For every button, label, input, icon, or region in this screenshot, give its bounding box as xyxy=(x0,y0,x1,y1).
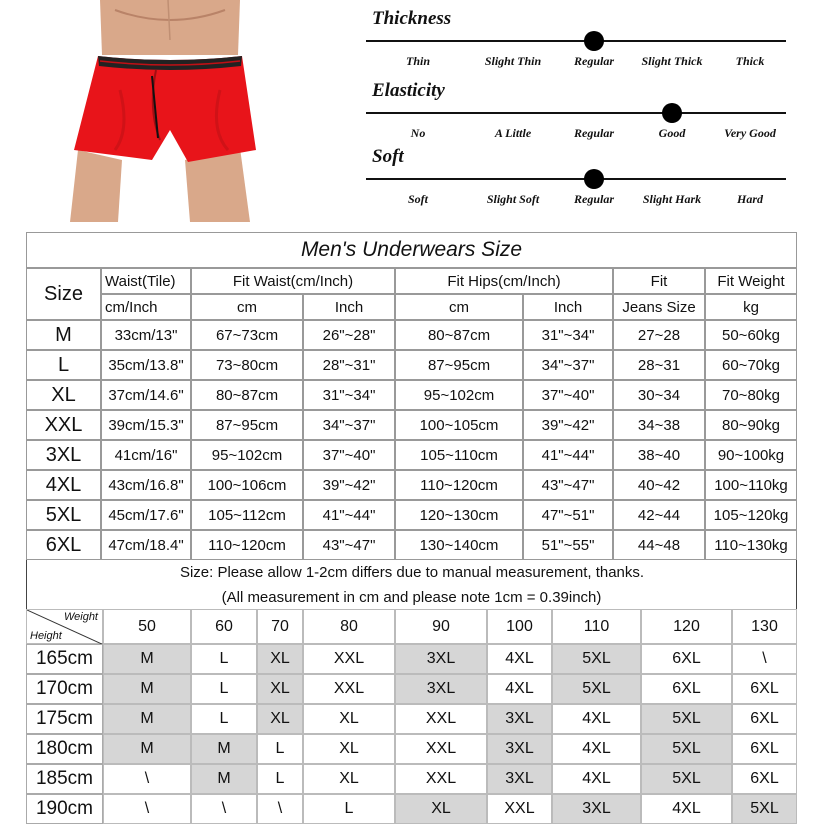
fit-weight-kg-header: kg xyxy=(705,294,797,320)
size-recommendation-cell: 6XL xyxy=(641,674,732,704)
table-cell: 110~120cm xyxy=(395,470,523,500)
size-recommendation-cell: XXL xyxy=(303,644,395,674)
weight-header: 100 xyxy=(487,609,552,644)
table-cell: 37"~40" xyxy=(303,440,395,470)
table-cell: 34"~37" xyxy=(303,410,395,440)
size-label: 5XL xyxy=(26,500,101,530)
table-cell: 39"~42" xyxy=(523,410,613,440)
attribute-title: Thickness xyxy=(372,8,452,29)
size-recommendation-cell: 4XL xyxy=(552,734,641,764)
attribute-option-label: Slight Thin xyxy=(484,54,542,68)
size-recommendation-cell: XL xyxy=(303,704,395,734)
height-label: 175cm xyxy=(26,704,103,734)
table-cell: 37cm/14.6" xyxy=(101,380,191,410)
table-cell: 37"~40" xyxy=(523,380,613,410)
size-recommendation-cell: \ xyxy=(103,764,191,794)
size-recommendation-cell: M xyxy=(191,734,257,764)
size-recommendation-cell: M xyxy=(103,704,191,734)
weight-header: 130 xyxy=(732,609,797,644)
table-cell: 73~80cm xyxy=(191,350,303,380)
size-recommendation-cell: XL xyxy=(257,674,303,704)
size-table xyxy=(26,232,797,610)
size-recommendation-cell: L xyxy=(257,764,303,794)
header-corner xyxy=(26,609,103,644)
attribute-option-label: Thin xyxy=(405,54,431,68)
table-cell: 43"~47" xyxy=(303,530,395,560)
attribute-option-label: Slight Thick xyxy=(641,54,703,68)
size-recommendation-cell: XL xyxy=(257,644,303,674)
table-cell: 87~95cm xyxy=(191,410,303,440)
attribute-option-label: Thick xyxy=(735,54,765,68)
attribute-scale-line xyxy=(366,178,786,180)
size-label: XXL xyxy=(26,410,101,440)
table-cell: 35cm/13.8" xyxy=(101,350,191,380)
attribute-option-label: No xyxy=(410,126,426,140)
table-cell: 130~140cm xyxy=(395,530,523,560)
size-recommendation-cell: 5XL xyxy=(641,704,732,734)
size-recommendation-cell: \ xyxy=(257,794,303,824)
size-table-title: Men's Underwears Size xyxy=(26,232,797,268)
size-recommendation-cell: 3XL xyxy=(395,644,487,674)
attribute-option-label: Soft xyxy=(407,192,429,206)
table-cell: 28~31 xyxy=(613,350,705,380)
size-recommendation-cell: 4XL xyxy=(552,764,641,794)
size-recommendation-cell: XXL xyxy=(395,764,487,794)
attribute-option-label: Hard xyxy=(736,192,764,206)
table-cell: 95~102cm xyxy=(191,440,303,470)
size-recommendation-cell: M xyxy=(103,644,191,674)
fit-hips-cm-header: cm xyxy=(395,294,523,320)
attribute-selected-marker xyxy=(584,169,604,189)
table-cell: 95~102cm xyxy=(395,380,523,410)
table-cell: 26"~28" xyxy=(303,320,395,350)
attribute-scale-line xyxy=(366,40,786,42)
table-cell: 41"~44" xyxy=(303,500,395,530)
table-cell: 43cm/16.8" xyxy=(101,470,191,500)
weight-header: 80 xyxy=(303,609,395,644)
attribute-option-label: Slight Soft xyxy=(486,192,540,206)
size-recommendation-cell: 3XL xyxy=(487,764,552,794)
size-recommendation-cell: M xyxy=(191,764,257,794)
table-cell: 38~40 xyxy=(613,440,705,470)
table-cell: 45cm/17.6" xyxy=(101,500,191,530)
weight-header: 110 xyxy=(552,609,641,644)
waist-header: Waist(Tile) xyxy=(101,268,191,294)
table-cell: 47"~51" xyxy=(523,500,613,530)
size-recommendation-cell: L xyxy=(191,704,257,734)
size-label: 3XL xyxy=(26,440,101,470)
size-recommendation-cell: 6XL xyxy=(732,704,797,734)
table-cell: 87~95cm xyxy=(395,350,523,380)
weight-header: 60 xyxy=(191,609,257,644)
size-recommendation-cell: M xyxy=(103,734,191,764)
size-recommendation-cell: XL xyxy=(257,704,303,734)
size-recommendation-cell: XL xyxy=(303,734,395,764)
attribute-selected-marker xyxy=(662,103,682,123)
table-cell: 105~120kg xyxy=(705,500,797,530)
height-axis-label: Height xyxy=(30,630,62,642)
fit-waist-inch-header: Inch xyxy=(303,294,395,320)
table-cell: 27~28 xyxy=(613,320,705,350)
table-cell: 47cm/18.4" xyxy=(101,530,191,560)
height-label: 165cm xyxy=(26,644,103,674)
size-recommendation-cell: 3XL xyxy=(552,794,641,824)
weight-header: 90 xyxy=(395,609,487,644)
table-cell: 51"~55" xyxy=(523,530,613,560)
size-recommendation-cell: XXL xyxy=(395,704,487,734)
size-label: L xyxy=(26,350,101,380)
size-recommendation-cell: 4XL xyxy=(552,704,641,734)
size-recommendation-cell: 6XL xyxy=(732,674,797,704)
table-cell: 30~34 xyxy=(613,380,705,410)
size-label: XL xyxy=(26,380,101,410)
table-cell: 80~87cm xyxy=(395,320,523,350)
table-cell: 60~70kg xyxy=(705,350,797,380)
size-recommendation-cell: 6XL xyxy=(732,764,797,794)
table-cell: 41cm/16" xyxy=(101,440,191,470)
table-cell: 80~90kg xyxy=(705,410,797,440)
size-header: Size xyxy=(26,268,101,320)
size-recommendation-cell: \ xyxy=(103,794,191,824)
size-recommendation-cell: 5XL xyxy=(552,674,641,704)
size-label: 6XL xyxy=(26,530,101,560)
table-cell: 110~120cm xyxy=(191,530,303,560)
table-cell: 67~73cm xyxy=(191,320,303,350)
table-cell: 43"~47" xyxy=(523,470,613,500)
table-cell: 31"~34" xyxy=(523,320,613,350)
size-recommendation-cell: 6XL xyxy=(641,644,732,674)
attribute-option-label: Regular xyxy=(573,192,615,206)
table-cell: 33cm/13" xyxy=(101,320,191,350)
table-cell: 39cm/15.3" xyxy=(101,410,191,440)
jeans-size-header: Jeans Size xyxy=(613,294,705,320)
boxer-briefs-illustration xyxy=(60,0,280,222)
table-cell: 39"~42" xyxy=(303,470,395,500)
table-cell: 44~48 xyxy=(613,530,705,560)
size-recommendation-cell: M xyxy=(103,674,191,704)
size-recommendation-cell: 5XL xyxy=(641,734,732,764)
weight-header: 120 xyxy=(641,609,732,644)
fit-hips-header: Fit Hips(cm/Inch) xyxy=(395,268,613,294)
attribute-title: Elasticity xyxy=(372,80,445,101)
size-recommendation-cell: 4XL xyxy=(487,674,552,704)
weight-axis-label: Weight xyxy=(63,611,98,623)
table-cell: 110~130kg xyxy=(705,530,797,560)
table-cell: 80~87cm xyxy=(191,380,303,410)
table-cell: 70~80kg xyxy=(705,380,797,410)
size-recommendation-cell: XXL xyxy=(303,674,395,704)
height-weight-chart xyxy=(26,609,797,827)
height-label: 190cm xyxy=(26,794,103,824)
size-label: 4XL xyxy=(26,470,101,500)
size-recommendation-cell: XL xyxy=(395,794,487,824)
attribute-option-label: Slight Hark xyxy=(642,192,702,206)
attribute-title: Soft xyxy=(372,146,404,167)
size-recommendation-cell: 6XL xyxy=(732,734,797,764)
size-recommendation-cell: L xyxy=(191,674,257,704)
fit-weight-header: Fit Weight xyxy=(705,268,797,294)
weight-header: 50 xyxy=(103,609,191,644)
waist-unit-header: cm/Inch xyxy=(101,294,191,320)
table-cell: 100~105cm xyxy=(395,410,523,440)
table-cell: 34"~37" xyxy=(523,350,613,380)
table-cell: 34~38 xyxy=(613,410,705,440)
size-recommendation-cell: 3XL xyxy=(487,704,552,734)
attribute-option-label: Very Good xyxy=(724,126,776,140)
attribute-option-label: Regular xyxy=(573,126,615,140)
fit-waist-cm-header: cm xyxy=(191,294,303,320)
height-label: 180cm xyxy=(26,734,103,764)
table-cell: 100~110kg xyxy=(705,470,797,500)
size-recommendation-cell: \ xyxy=(191,794,257,824)
attribute-option-label: Good xyxy=(658,126,686,140)
attribute-option-label: Regular xyxy=(573,54,615,68)
size-recommendation-cell: 5XL xyxy=(552,644,641,674)
table-cell: 100~106cm xyxy=(191,470,303,500)
size-label: M xyxy=(26,320,101,350)
product-photo xyxy=(60,0,280,222)
table-cell: 120~130cm xyxy=(395,500,523,530)
fit-waist-header: Fit Waist(cm/Inch) xyxy=(191,268,395,294)
size-recommendation-cell: 5XL xyxy=(641,764,732,794)
measurement-note: Size: Please allow 1-2cm differs due to manual measurement, thanks. xyxy=(26,560,797,585)
height-label: 185cm xyxy=(26,764,103,794)
weight-header: 70 xyxy=(257,609,303,644)
size-recommendation-cell: 5XL xyxy=(732,794,797,824)
size-recommendation-cell: XXL xyxy=(487,794,552,824)
conversion-note: (All measurement in cm and please note 1cm = 0.39inch) xyxy=(221,589,602,606)
size-recommendation-cell: L xyxy=(257,734,303,764)
size-recommendation-cell: XL xyxy=(303,764,395,794)
table-cell: 28"~31" xyxy=(303,350,395,380)
fit-header: Fit xyxy=(613,268,705,294)
size-recommendation-cell: \ xyxy=(732,644,797,674)
table-cell: 42~44 xyxy=(613,500,705,530)
table-cell: 105~112cm xyxy=(191,500,303,530)
size-recommendation-cell: 4XL xyxy=(487,644,552,674)
table-cell: 31"~34" xyxy=(303,380,395,410)
fit-hips-inch-header: Inch xyxy=(523,294,613,320)
size-recommendation-cell: 3XL xyxy=(395,674,487,704)
size-recommendation-cell: 4XL xyxy=(641,794,732,824)
size-recommendation-cell: L xyxy=(303,794,395,824)
table-cell: 50~60kg xyxy=(705,320,797,350)
size-recommendation-cell: 3XL xyxy=(487,734,552,764)
table-cell: 105~110cm xyxy=(395,440,523,470)
table-cell: 90~100kg xyxy=(705,440,797,470)
table-cell: 41"~44" xyxy=(523,440,613,470)
attribute-selected-marker xyxy=(584,31,604,51)
table-cell: 40~42 xyxy=(613,470,705,500)
size-recommendation-cell: L xyxy=(191,644,257,674)
height-label: 170cm xyxy=(26,674,103,704)
attribute-scale-line xyxy=(366,112,786,114)
attribute-option-label: A Little xyxy=(494,126,532,140)
size-recommendation-cell: XXL xyxy=(395,734,487,764)
